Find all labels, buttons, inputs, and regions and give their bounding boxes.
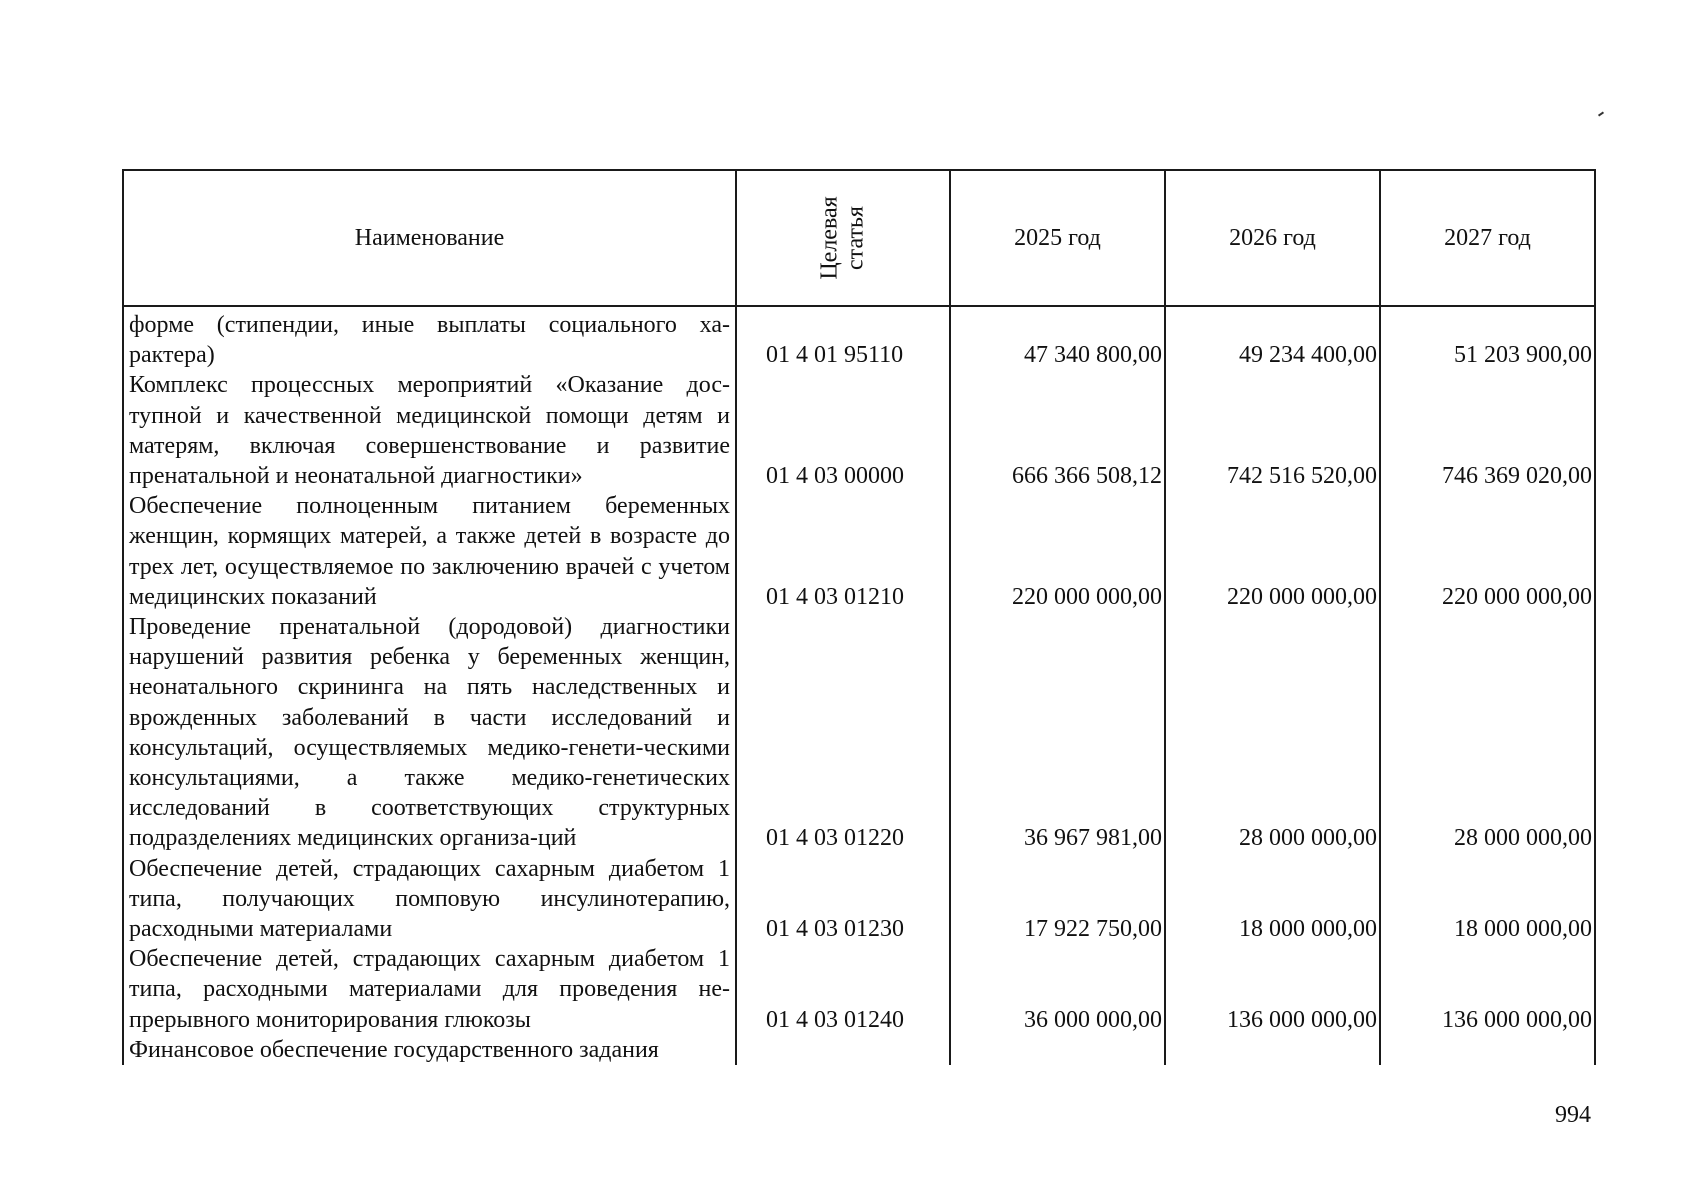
row-amount-2026 [1165,1035,1380,1065]
table-row [123,854,1595,945]
row-code: 01 4 03 01240 [736,944,950,1035]
row-amount-2026: 742 516 520,00 [1165,370,1380,491]
row-amount-2027: 28 000 000,00 [1380,612,1595,854]
row-amount-2025: 220 000 000,00 [950,491,1165,612]
row-amount-2027: 18 000 000,00 [1380,854,1595,945]
header-code-line1: Целевая [816,195,843,280]
row-amount-2026: 18 000 000,00 [1165,854,1380,945]
stray-mark [1598,111,1604,116]
table-row [123,612,1595,854]
row-amount-2027: 746 369 020,00 [1380,370,1595,491]
row-amount-2025: 36 000 000,00 [950,944,1165,1035]
row-amount-2025: 666 366 508,12 [950,370,1165,491]
header-year-2026: 2026 год [1165,170,1380,306]
row-code: 01 4 03 01230 [736,854,950,945]
row-amount-2026: 220 000 000,00 [1165,491,1380,612]
row-code: 01 4 03 01220 [736,612,950,854]
row-amount-2027: 51 203 900,00 [1380,306,1595,370]
row-amount-2026: 28 000 000,00 [1165,612,1380,854]
row-name: Обеспечение детей, страдающих сахарным диабетом 1 типа, расходными материалами для проведения не-прерывного мониторирования глюкозы [123,944,736,1035]
row-amount-2025 [950,1035,1165,1065]
row-amount-2026: 136 000 000,00 [1165,944,1380,1035]
table-row [123,370,1595,491]
table-row [123,944,1595,1035]
row-amount-2027 [1380,1035,1595,1065]
row-name: Проведение пренатальной (дородовой) диагностики нарушений развития ребенка у беременных женщин, неонатального скрининга на пять наследственных и врожденных заболеваний в части исследований и консультаций, осуществляемых медико-генети-ческими консультациями, а также медико-генетических исследований в соответствующих структурных подразделениях медицинских организа-ций [123,612,736,854]
row-amount-2025: 36 967 981,00 [950,612,1165,854]
table-header [123,170,1595,306]
row-amount-2025: 47 340 800,00 [950,306,1165,370]
header-year-2027: 2027 год [1380,170,1595,306]
row-amount-2027: 136 000 000,00 [1380,944,1595,1035]
header-code-line2: статья [842,205,869,270]
row-name: форме (стипендии, иные выплаты социального ха-рактера) [123,306,736,370]
row-code: 01 4 03 01210 [736,491,950,612]
row-code [736,1035,950,1065]
header-year-2025: 2025 год [950,170,1165,306]
header-code [736,170,950,306]
row-code: 01 4 01 95110 [736,306,950,370]
row-amount-2027: 220 000 000,00 [1380,491,1595,612]
table-row [123,306,1595,370]
header-code-label [817,196,869,279]
page-number: 994 [1555,1102,1591,1128]
row-name: Обеспечение детей, страдающих сахарным диабетом 1 типа, получающих помповую инсулинотерапию, расходными материалами [123,854,736,945]
row-name: Обеспечение полноценным питанием беременных женщин, кормящих матерей, а также детей в возрасте до трех лет, осуществляемое по заключению врачей с учетом медицинских показаний [123,491,736,612]
table-body [123,306,1595,1065]
row-name: Финансовое обеспечение государственного задания [123,1035,736,1065]
row-amount-2026: 49 234 400,00 [1165,306,1380,370]
header-name: Наименование [123,170,736,306]
table-row [123,1035,1595,1065]
row-name: Комплекс процессных мероприятий «Оказание дос-тупной и качественной медицинской помощи детям и матерям, включая совершенствование и развитие пренатальной и неонатальной диагностики» [123,370,736,491]
table-row [123,491,1595,612]
row-amount-2025: 17 922 750,00 [950,854,1165,945]
row-code: 01 4 03 00000 [736,370,950,491]
budget-table [122,169,1596,1065]
